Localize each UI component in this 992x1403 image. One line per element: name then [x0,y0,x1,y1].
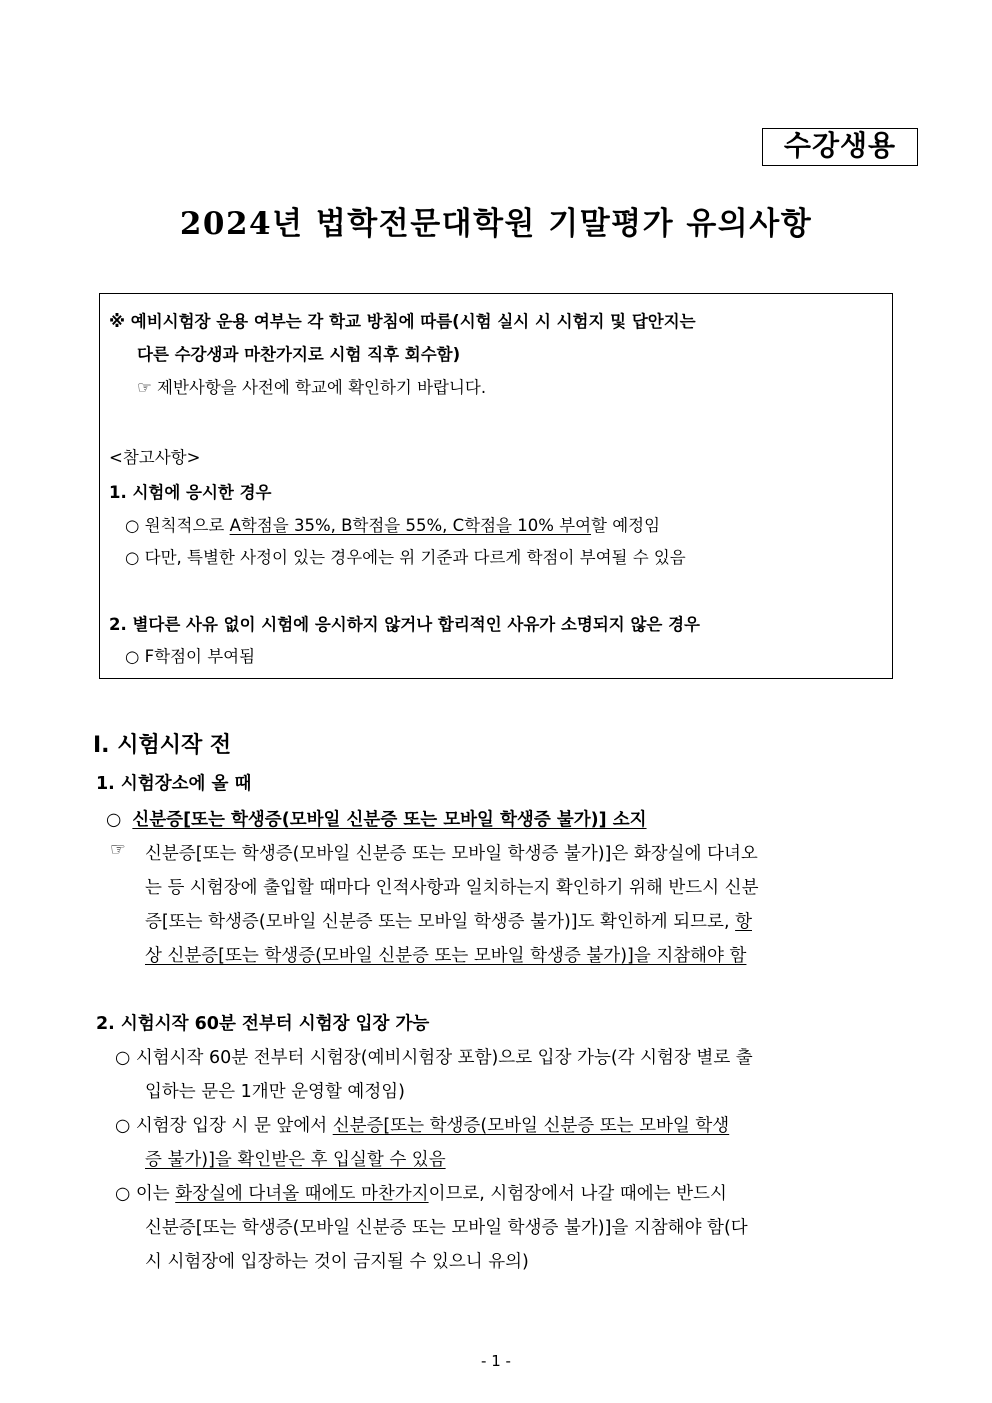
notice-line-1: ※ 예비시험장 운용 여부는 각 학교 방침에 따름(시험 실시 시 시험지 및 답안지는 [109,312,696,331]
reference-heading: <참고사항> [109,448,201,467]
notice-line-3: ☞ 제반사항을 사전에 학교에 확인하기 바랍니다. [137,378,487,397]
section-1-1-bullet: ○ 신분증[또는 학생증(모바일 신분증 또는 모바일 학생증 불가)] 소지 [106,810,647,830]
page-number: - 1 - [481,1352,511,1370]
section-1-2-bullet-3-line-1: ○ 이는 화장실에 다녀올 때에도 마찬가지이므로, 시험장에서 나갈 때에는 반드시 [115,1184,727,1204]
notice-line-2: 다른 수강생과 마찬가지로 시험 직후 회수함) [137,345,461,364]
reference-item-1-bullet-1: ○ 원칙적으로 A학점을 35%, B학점을 55%, C학점을 10% 부여할 예정임 [125,516,661,535]
section-1-2-bullet-2-line-1: ○ 시험장 입장 시 문 앞에서 신분증[또는 학생증(모바일 신분증 또는 모바일 학생 [115,1116,730,1136]
notice-box [99,293,893,679]
section-1-1-note-line-2: 는 등 시험장에 출입할 때마다 인적사항과 일치하는지 확인하기 위해 반드시 신분 [145,878,759,898]
section-1-1-note-line-4: 상 신분증[또는 학생증(모바일 신분증 또는 모바일 학생증 불가)]을 지참해야 함 [145,946,747,966]
reference-item-1-bullet-2: ○ 다만, 특별한 사정이 있는 경우에는 위 기준과 다르게 학점이 부여될 수 있음 [125,548,686,567]
section-1-heading: I. 시험시작 전 [93,733,232,758]
section-1-2-bullet-2-line-2: 증 불가)]을 확인받은 후 입실할 수 있음 [145,1150,446,1170]
reference-item-1-title: 1. 시험에 응시한 경우 [109,483,272,502]
section-1-1-note-line-3: 증[또는 학생증(모바일 신분증 또는 모바일 학생증 불가)]도 확인하게 되므로, 항 [145,912,752,932]
section-1-2-bullet-1-line-1: ○ 시험시작 60분 전부터 시험장(예비시험장 포함)으로 입장 가능(각 시험장 별로 출 [115,1048,753,1068]
section-1-2-bullet-3-line-2: 신분증[또는 학생증(모바일 신분증 또는 모바일 학생증 불가)]을 지참해야 함(다 [145,1218,748,1238]
section-1-1-note-line-1: 신분증[또는 학생증(모바일 신분증 또는 모바일 학생증 불가)]은 화장실에 다녀오 [145,844,758,864]
section-1-1-title: 1. 시험장소에 올 때 [96,774,252,794]
page-title: 2024년 법학전문대학원 기말평가 유의사항 [179,206,813,242]
reference-item-2-title: 2. 별다른 사유 없이 시험에 응시하지 않거나 합리적인 사유가 소명되지 않은 경우 [109,615,700,634]
section-1-2-bullet-1-line-2: 입하는 문은 1개만 운영할 예정임) [145,1082,405,1102]
section-1-2-title: 2. 시험시작 60분 전부터 시험장 입장 가능 [96,1014,430,1034]
grade-ratio-text: A학점을 35%, B학점을 55%, C학점을 10% 부여 [229,516,592,535]
reference-item-2-bullet-1: ○ F학점이 부여됨 [125,647,256,666]
section-1-2-bullet-3-line-3: 시 시험장에 입장하는 것이 금지될 수 있으니 유의) [145,1252,529,1272]
audience-badge: 수강생용 [762,128,918,166]
section-1-1-note-mark: ☞ [110,840,126,860]
